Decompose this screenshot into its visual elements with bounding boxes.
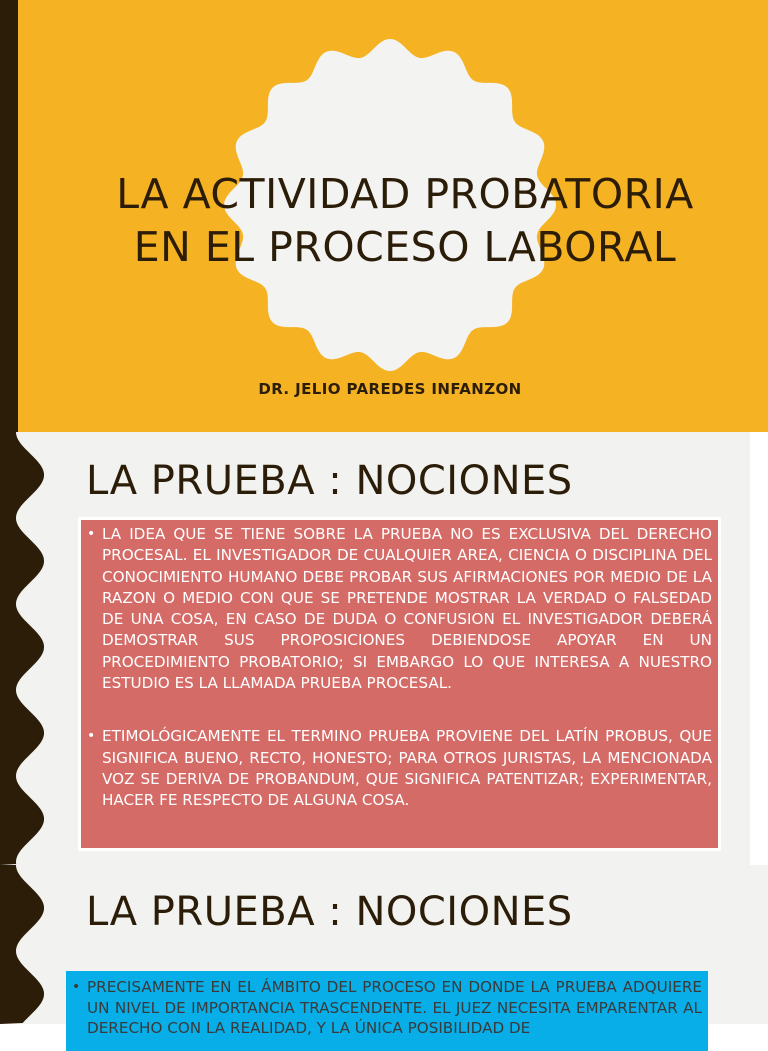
title-line-2: EN EL PROCESO LABORAL: [133, 223, 677, 271]
presentation-title: [80, 168, 730, 274]
title-slide: [0, 0, 768, 432]
wavy-left-border: [0, 432, 60, 865]
bullet-item: • PRECISAMENTE EN EL ÁMBITO DEL PROCESO EN DONDE LA PRUEBA ADQUIERE UN NIVEL DE IMPORTANCIA TRASCENDENTE. EL JUEZ NECESITA EMPARENTAR AL DERECHO CON LA REALIDAD, Y LA ÚNICA POSIBILIDAD DE: [70, 977, 702, 1039]
bullet-item: • ETIMOLÓGICAMENTE EL TERMINO PRUEBA PROVIENE DEL LATÍN PROBUS, QUE SIGNIFICA BUENO, RECTO, HONESTO; PARA OTROS JURISTAS, LA MENCIONADA VOZ SE DERIVA DE PROBANDUM, QUE SIGNIFICA PATENTIZAR; EXPERIMENTAR, HACER FE RESPECTO DE ALGUNA COSA.: [85, 726, 712, 811]
bullet-list: [85, 524, 712, 812]
slide-heading: LA PRUEBA : NOCIONES: [86, 889, 573, 935]
bullet-list: [70, 977, 702, 1039]
slide-heading: LA PRUEBA : NOCIONES: [86, 458, 573, 504]
content-slide-2: [0, 865, 768, 1037]
title-line-1: LA ACTIVIDAD PROBATORIA: [116, 170, 694, 218]
content-slide-1: [0, 432, 768, 865]
author-name: DR. JELIO PAREDES INFANZON: [258, 380, 522, 398]
wavy-left-border: [0, 865, 60, 1024]
bullet-item: • LA IDEA QUE SE TIENE SOBRE LA PRUEBA NO ES EXCLUSIVA DEL DERECHO PROCESAL. EL INVESTIGADOR DE CUALQUIER AREA, CIENCIA O DISCIPLINA DEL CONOCIMIENTO HUMANO DEBE PROBAR SUS AFIRMACIONES POR MEDIO DE LA RAZON O MEDIO CON QUE SE PRETENDE MOSTRAR LA VERDAD O FALSEDAD DE UNA COSA, EN CASO DE DUDA O CONFUSION EL INVESTIGADOR DEBERÁ DEMOSTRAR SUS PROPOSICIONES DEBIENDOSE APOYAR EN UN PROCEDIMIENTO PROBATORIO; SI EMBARGO LO QUE INTERESA A NUESTRO ESTUDIO ES LA LLAMADA PRUEBA PROCESAL.: [85, 524, 712, 694]
bullet-box: [78, 517, 721, 851]
bullet-box: [66, 971, 708, 1051]
